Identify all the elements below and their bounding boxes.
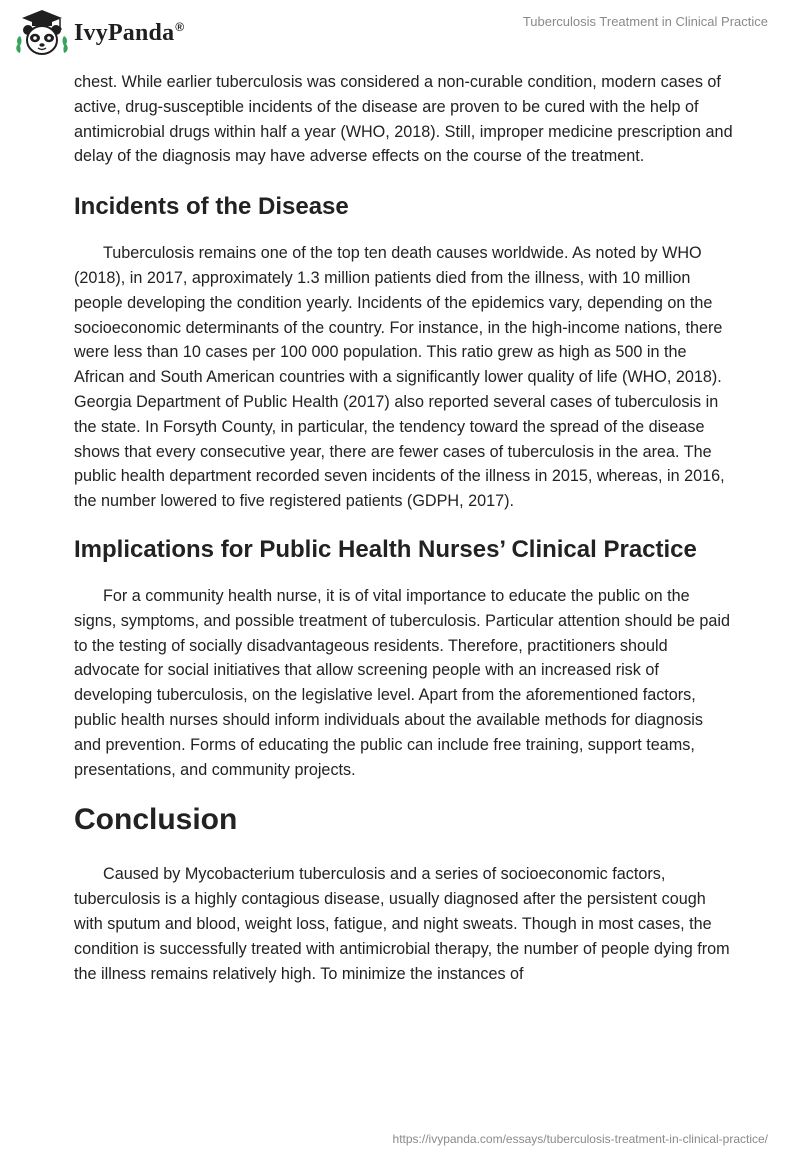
panda-graduate-icon <box>14 8 70 58</box>
page-header <box>0 0 800 70</box>
registered-mark: ® <box>175 19 185 34</box>
ivypanda-logo[interactable] <box>14 8 184 58</box>
document-title: Tuberculosis Treatment in Clinical Practice <box>522 14 768 29</box>
implications-paragraph: For a community health nurse, it is of vital importance to educate the public on the signs, symptoms, and possible treatment of tuberculosis. Particular attention should be paid to the testing of socially disadvantageous residents. Therefore, practitioners should advocate for social initiatives that allow screening people with an increased risk of developing tuberculosis, on the legislative level. Apart from the aforementioned factors, public health nurses should inform individuals about the available methods for diagnosis and prevention. Forms of educating the public can include free training, support teams, presentations, and community projects. <box>74 586 730 779</box>
conclusion-heading: Conclusion <box>74 803 238 837</box>
implications-heading: Implications for Public Health Nurses’ Clinical Practice <box>74 535 697 563</box>
essay-content <box>74 70 734 986</box>
intro-paragraph: chest. While earlier tuberculosis was considered a non-curable condition, modern cases of active, drug-susceptible incidents of the disease are proven to be cured with the help of antimicrobial drugs within half a year (WHO, 2018). Still, improper medicine prescription and delay of the diagnosis may have adverse effects on the course of the treatment. <box>74 73 733 166</box>
brand-name <box>74 20 184 47</box>
conclusion-paragraph: Caused by Mycobacterium tuberculosis and a series of socioeconomic factors, tuberculosis is a highly contagious disease, usually diagnosed after the persistent cough with sputum and blood, weight loss, fatigue, and night sweats. Though in most cases, the condition is successfully treated with antimicrobial therapy, the number of people dying from the illness remains relatively high. To minimize the instances of <box>74 865 730 983</box>
incidents-paragraph: Tuberculosis remains one of the top ten death causes worldwide. As noted by WHO (2018), in 2017, approximately 1.3 million patients died from the illness, with 10 million people developing the condition yearly. Incidents of the epidemics vary, depending on the socioeconomic determinants of the country. For instance, in the high-income nations, there were less than 10 cases per 100 000 population. This ratio grew as high as 500 in the African and South American countries with a significantly lower quality of life (WHO, 2018). Georgia Department of Public Health (2017) also reported several cases of tuberculosis in the state. In Forsyth County, in particular, the tendency toward the spread of the disease shows that every consecutive year, there are fewer cases of tuberculosis in the area. The public health department recorded seven incidents of the illness in 2015, whereas, in 2016, the number lowered to five registered patients (GDPH, 2017). <box>74 244 725 511</box>
source-url[interactable]: https://ivypanda.com/essays/tuberculosis-treatment-in-clinical-practice/ <box>392 1132 768 1146</box>
incidents-heading: Incidents of the Disease <box>74 193 349 221</box>
brand-name-text: IvyPanda <box>74 19 175 46</box>
